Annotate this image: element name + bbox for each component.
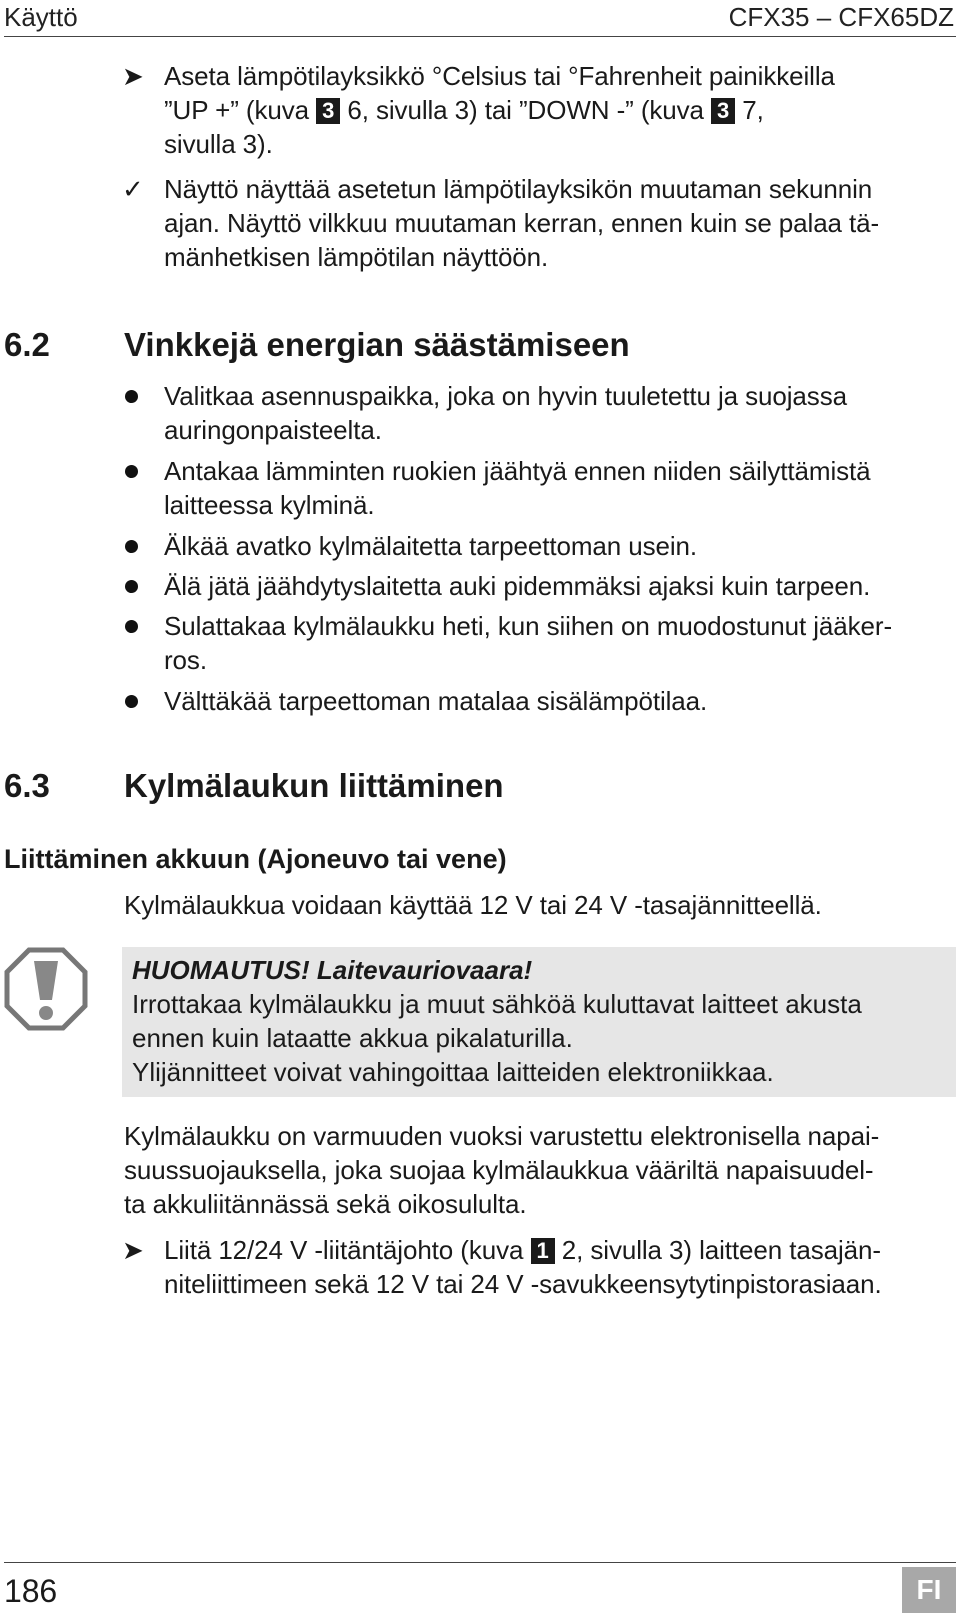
step-arrow-icon: ➤ <box>122 61 144 91</box>
checkmark-icon: ✓ <box>122 174 144 204</box>
step-text-line: Liitä 12/24 V -liitäntäjohto (kuva 1 2, sivulla 3) laitteen tasajän- <box>164 1235 881 1265</box>
notice-title: HUOMAUTUS! Laitevauriovaara! <box>132 955 533 985</box>
bullet-text-line: laitteessa kylminä. <box>164 490 375 520</box>
notice-text-line: Ylijännitteet voivat vahingoittaa laitteiden elektroniikkaa. <box>132 1057 774 1087</box>
section-number: 6.3 <box>4 767 50 804</box>
step-text-line: ”UP +” (kuva 3 6, sivulla 3) tai ”DOWN -” (kuva 3 7, <box>164 95 764 125</box>
bullet-dot-icon <box>125 620 138 633</box>
notice-box <box>122 947 956 1097</box>
step-arrow-icon: ➤ <box>122 1235 144 1265</box>
running-header-left: Käyttö <box>4 2 78 32</box>
footer-rule <box>4 1562 956 1563</box>
result-text-line: Näyttö näyttää asetetun lämpötilayksikön muutaman sekunnin <box>164 174 873 204</box>
paragraph-line: Kylmälaukku on varmuuden vuoksi varustettu elektronisella napai- <box>124 1121 880 1151</box>
step-text-line: Aseta lämpötilayksikkö °Celsius tai °Fahrenheit painikkeilla <box>164 61 835 91</box>
bullet-dot-icon <box>125 540 138 553</box>
result-text-line: mänhetkisen lämpötilan näyttöön. <box>164 242 549 272</box>
step-text-line: sivulla 3). <box>164 129 273 159</box>
notice-text-line: ennen kuin lataatte akkua pikalaturilla. <box>132 1023 573 1053</box>
running-header-right: CFX35 – CFX65DZ <box>728 2 954 32</box>
bullet-text-line: Älkää avatko kylmälaitetta tarpeettoman usein. <box>164 531 698 561</box>
subheading: Liittäminen akkuun (Ajoneuvo tai vene) <box>4 844 507 874</box>
intro-text: Kylmälaukkua voidaan käyttää 12 V tai 24 V -tasajännitteellä. <box>124 890 822 920</box>
paragraph-line: suussuojauksella, joka suojaa kylmälaukkua vääriltä napaisuudel- <box>124 1155 874 1185</box>
result-text-line: ajan. Näyttö vilkkuu muutaman kerran, ennen kuin se palaa tä- <box>164 208 880 238</box>
step-text-line: niteliittimeen sekä 12 V tai 24 V -savukkeensytytinpistorasiaan. <box>164 1269 882 1299</box>
figure-badge: 3 <box>316 98 340 124</box>
header-rule <box>4 36 956 37</box>
bullet-text-line: ros. <box>164 645 207 675</box>
bullet-text-line: Sulattakaa kylmälaukku heti, kun siihen on muodostunut jääker- <box>164 611 892 641</box>
language-badge: FI <box>902 1567 956 1613</box>
bullet-dot-icon <box>125 580 138 593</box>
warning-octagon-icon <box>4 947 88 1031</box>
notice-text-line: Irrottakaa kylmälaukku ja muut sähköä kuluttavat laitteet akusta <box>132 989 862 1019</box>
section-number: 6.2 <box>4 326 50 363</box>
page-number: 186 <box>4 1573 58 1609</box>
bullet-text-line: auringonpaisteelta. <box>164 415 382 445</box>
figure-badge: 3 <box>711 98 735 124</box>
section-title: Vinkkejä energian säästämiseen <box>124 326 630 363</box>
bullet-text-line: Antakaa lämminten ruokien jäähtyä ennen niiden säilyttämistä <box>164 456 871 486</box>
figure-badge: 1 <box>531 1238 555 1264</box>
bullet-text-line: Välttäkää tarpeettoman matalaa sisälämpötilaa. <box>164 686 708 716</box>
bullet-text-line: Valitkaa asennuspaikka, joka on hyvin tuuletettu ja suojassa <box>164 381 847 411</box>
bullet-dot-icon <box>125 695 138 708</box>
bullet-dot-icon <box>125 390 138 403</box>
bullet-text-line: Älä jätä jäähdytyslaitetta auki pidemmäksi ajaksi kuin tarpeen. <box>164 571 871 601</box>
bullet-dot-icon <box>125 465 138 478</box>
section-title: Kylmälaukun liittäminen <box>124 767 504 804</box>
paragraph-line: ta akkuliitännässä sekä oikosululta. <box>124 1189 527 1219</box>
